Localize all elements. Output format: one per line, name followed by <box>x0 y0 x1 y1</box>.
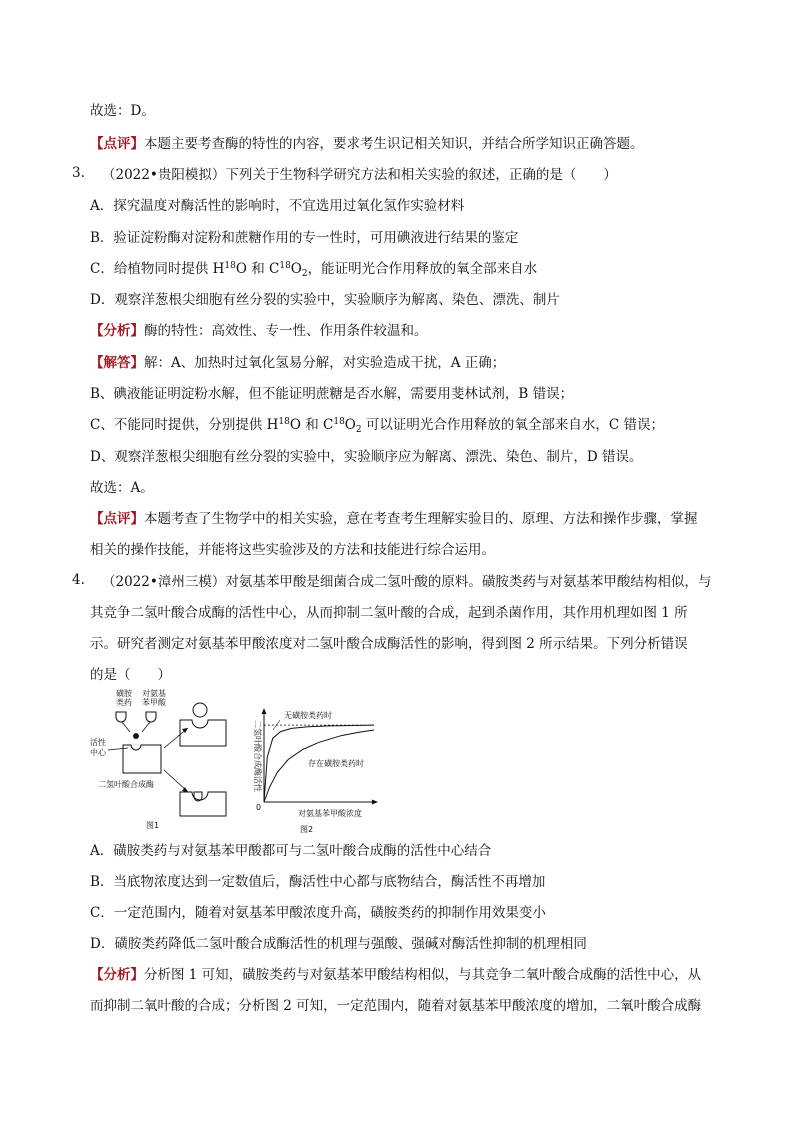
enzyme-shape <box>123 745 161 773</box>
q4-option-a: A．磺胺类药与对氨基苯甲酸都可与二氢叶酸合成酶的活性中心结合 <box>90 843 492 859</box>
label-active-1: 活性 <box>90 738 106 747</box>
q2-answer: 故选：D。 <box>90 103 155 119</box>
q3-option-d: D．观察洋葱根尖细胞有丝分裂的实验中，实验顺序为解离、染色、漂洗、制片 <box>90 292 560 308</box>
comment-tag: 【点评】 <box>90 136 144 152</box>
q3-analysis: 【分析】酶的特性：高效性、专一性、作用条件较温和。 <box>90 323 428 339</box>
q3-solution-a: 【解答】解：A、加热时过氧化氢易分解，对实验造成干扰，A 正确； <box>90 355 506 371</box>
q3-solution-c: C、不能同时提供，分别提供 $H^{18}O$ 和 $C^{18}O_2$ 可以证明光合作用释放的氧全部来自水，C 错误； <box>90 417 665 435</box>
drug-shape <box>116 712 126 722</box>
figure-1 <box>88 688 248 833</box>
figure-1-caption: 图1 <box>146 821 160 830</box>
figure-2-caption: 图2 <box>300 825 314 834</box>
comment-text: 本题主要考查酶的特性的内容，要求考生识记相关知识，并结合所学知识正确答题。 <box>144 136 644 152</box>
q4-analysis-1: 【分析】分析图 1 可知，磺胺类药与对氨基苯甲酸结构相似，与其竞争二氧叶酸合成酶的活性中心，从 <box>90 967 702 983</box>
q4-analysis-2: 而抑制二氧叶酸的合成；分析图 2 可知，一定范围内，随着对氨基苯甲酸浓度的增加，二氧叶酸合成酶 <box>90 998 702 1014</box>
label-active-2: 中心 <box>90 748 106 757</box>
label-drug-2: 类药 <box>116 698 132 707</box>
series-no-drug-label: 无磺胺类药时 <box>284 711 332 720</box>
paba-shape <box>146 712 156 722</box>
x-axis-label: 对氨基苯甲酸浓度 <box>298 809 362 818</box>
q2-comment <box>90 134 644 154</box>
enzyme-with-paba <box>180 792 226 816</box>
q3-comment-1: 【点评】本题考查了生物学中的相关实验，意在考查考生理解实验目的、原理、方法和操作步骤，掌握 <box>90 511 698 527</box>
q3-answer: 故选：A。 <box>90 480 154 496</box>
origin-label: 0 <box>256 803 262 812</box>
q3-option-a: A．探究温度对酶活性的影响时，不宜选用过氧化氢作实验材料 <box>90 198 465 214</box>
q3-solution-b: B、碘液能证明淀粉水解，但不能证明蔗糖是否水解，需要用斐林试剂，B 错误； <box>90 386 574 402</box>
label-paba-1: 对氨基 <box>142 689 166 698</box>
series-with-drug-label: 存在磺胺类药时 <box>308 759 364 768</box>
q4-stem-2: 其竞争二氢叶酸合成酶的活性中心，从而抑制二氢叶酸的合成，起到杀菌作用，其作用机理如图 1 所 <box>90 605 688 621</box>
q3-solution-d: D、观察洋葱根尖细胞有丝分裂的实验中，实验顺序应为解离、漂洗、染色、制片，D 错误。 <box>90 449 643 465</box>
y-axis-label: 二氢叶酸合成酶活性 <box>253 720 262 792</box>
question-number: 3. <box>72 165 85 181</box>
q4-option-d: D．磺胺类药降低二氢叶酸合成酶活性的机理与强酸、强碱对酶活性抑制的机理相同 <box>90 936 587 952</box>
q4-option-c: C．一定范围内，随着对氨基苯甲酸浓度升高，磺胺类药的抑制作用效果变小 <box>90 905 546 921</box>
question-number: 4. <box>72 572 85 588</box>
q3-stem: （2022•贵阳模拟）下列关于生物科学研究方法和相关实验的叙述，正确的是（ ） <box>102 167 617 183</box>
label-drug-1: 磺胺 <box>116 689 132 698</box>
q4-stem-4: 的是（ ） <box>90 667 171 683</box>
q4-stem-1: （2022•漳州三模）对氨基苯甲酸是细菌合成二氢叶酸的原料。磺胺类药与对氨基苯甲酸结构相似，与 <box>102 574 712 590</box>
q3-comment-2: 相关的操作技能，并能将这些实验涉及的方法和技能进行综合运用。 <box>90 542 495 558</box>
q3-option-c: C．给植物同时提供 $H^{18}O$ 和 $C^{18}O_2$，能证明光合作用释放的氧全部来自水 <box>90 261 538 279</box>
enzyme-with-drug <box>180 720 226 746</box>
q4-stem-3: 示。研究者测定对氨基苯甲酸浓度对二氢叶酸合成酶活性的影响，得到图 2 所示结果。下列分析错误 <box>90 636 688 652</box>
q3-option-b: B．验证淀粉酶对淀粉和蔗糖作用的专一性时，可用碘液进行结果的鉴定 <box>90 230 519 246</box>
figure-2-chart <box>244 706 384 838</box>
label-enzyme: 二氢叶酸合成酶 <box>98 780 154 789</box>
q4-option-b: B．当底物浓度达到一定数值后，酶活性中心都与底物结合，酶活性不再增加 <box>90 874 546 890</box>
label-paba-2: 苯甲酸 <box>142 698 166 707</box>
